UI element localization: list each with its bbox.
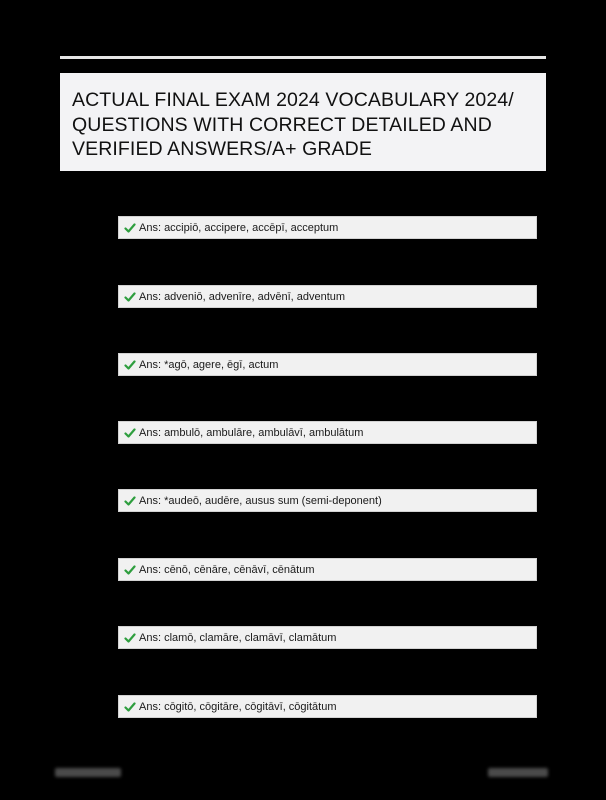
footer-left-blurred — [55, 766, 123, 778]
check-icon — [124, 291, 136, 303]
answer-row — [118, 626, 537, 649]
check-icon — [124, 222, 136, 234]
answer-row — [118, 489, 537, 512]
answer-text: Ans: cōgitō, cōgitāre, cōgitāvī, cōgitātum — [139, 700, 337, 713]
page-title: ACTUAL FINAL EXAM 2024 VOCABULARY 2024/ QUESTIONS WITH CORRECT DETAILED AND VERIFIED ANSWERS/A+ GRADE — [72, 89, 514, 160]
check-icon — [124, 632, 136, 644]
answer-text: Ans: ambulō, ambulāre, ambulāvī, ambulātum — [139, 426, 364, 439]
answer-row — [118, 216, 537, 239]
answer-text: Ans: *agō, agere, ēgī, actum — [139, 358, 279, 371]
answer-row — [118, 353, 537, 376]
answer-row — [118, 558, 537, 581]
check-icon — [124, 359, 136, 371]
check-icon — [124, 701, 136, 713]
answer-text: Ans: cēnō, cēnāre, cēnāvī, cēnātum — [139, 563, 315, 576]
check-icon — [124, 564, 136, 576]
answer-row — [118, 695, 537, 718]
check-icon — [124, 427, 136, 439]
footer-right-blurred — [488, 766, 550, 778]
check-icon — [124, 495, 136, 507]
title-banner — [60, 73, 546, 171]
top-divider — [60, 56, 546, 59]
answer-text: Ans: accipiō, accipere, accēpī, acceptum — [139, 221, 339, 234]
answer-text: Ans: clamō, clamāre, clamāvī, clamātum — [139, 631, 337, 644]
answer-row — [118, 285, 537, 308]
answer-text: Ans: *audeō, audēre, ausus sum (semi-deponent) — [139, 494, 382, 507]
answer-text: Ans: adveniō, advenīre, advēnī, adventum — [139, 290, 346, 303]
answer-row — [118, 421, 537, 444]
